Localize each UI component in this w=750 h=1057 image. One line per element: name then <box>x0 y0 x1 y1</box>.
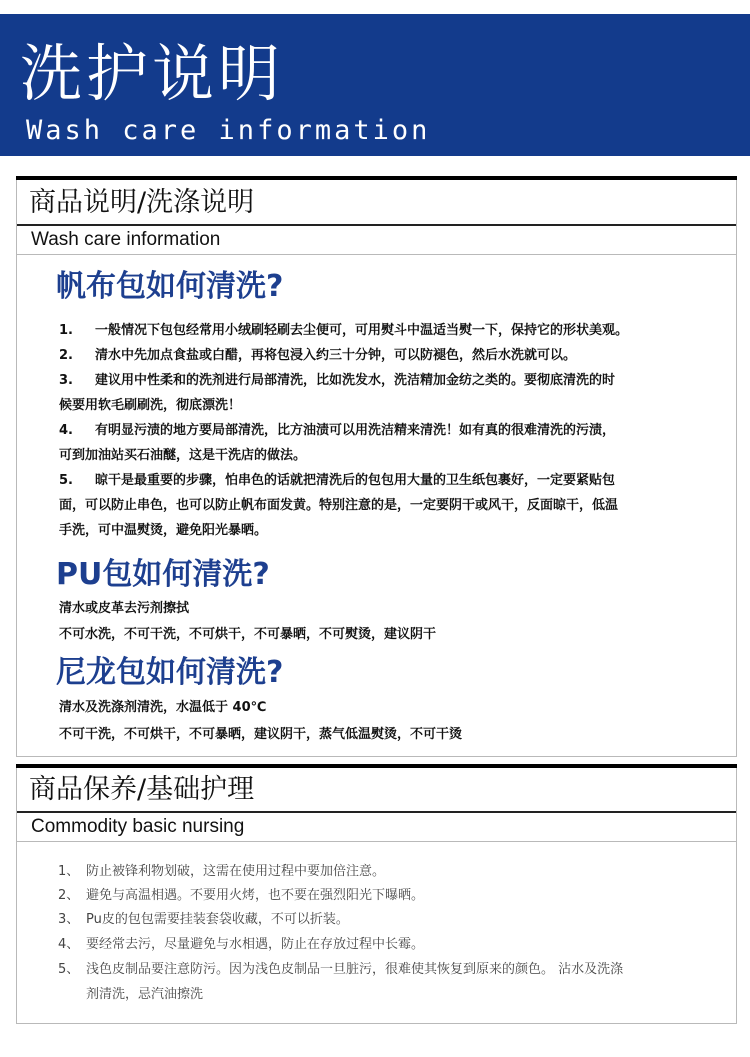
step-text-cont: 手洗，可中温熨烫，避免阳光暴晒。 <box>59 523 268 538</box>
canvas-step-4 <box>59 418 699 468</box>
step-text: 一般情况下包包经常用小绒刷轻刷去尘便可，可用熨斗中温适当熨一下，保持它的形状美观。 <box>95 323 629 338</box>
panel-top-rule <box>16 764 737 768</box>
item-number: 5、 <box>58 962 80 977</box>
step-text-cont: 候要用软毛刷刷洗，彻底漂洗！ <box>59 398 242 413</box>
item-text: 避免与高温相遇。不要用火烤，也不要在强烈阳光下曝晒。 <box>86 888 425 903</box>
nursing-item-5 <box>58 957 698 1007</box>
step-number: 2. <box>59 348 73 363</box>
section-divider <box>17 224 736 226</box>
item-text: 防止被锋利物划破，这需在使用过程中要加倍注意。 <box>86 864 386 879</box>
nylon-bag-title: 尼龙包如何清洗? <box>56 655 284 690</box>
step-number: 5. <box>59 473 73 488</box>
canvas-step-1 <box>59 318 699 343</box>
pu-bag-title: PU包如何清洗? <box>56 557 270 592</box>
step-text: 建议用中性柔和的洗剂进行局部清洗，比如洗发水，洗洁精加金纺之类的。要彻底清洗的时 <box>95 373 616 388</box>
item-text-cont: 剂清洗，忌汽油擦洗 <box>86 987 204 1002</box>
header-banner <box>0 14 750 156</box>
page-subtitle: Wash care information <box>26 115 431 146</box>
canvas-step-3 <box>59 368 699 418</box>
nylon-line-2: 不可干洗，不可烘干，不可暴晒，建议阴干，蒸气低温熨烫，不可干烫 <box>59 727 463 742</box>
step-text: 晾干是最重要的步骤，怕串色的话就把清洗后的包包用大量的卫生纸包裹好，一定要紧贴包 <box>95 473 616 488</box>
nylon-line-1: 清水及洗涤剂清洗，水温低于 40℃ <box>59 700 267 715</box>
nursing-item-1 <box>58 859 698 884</box>
canvas-step-2 <box>59 343 699 368</box>
step-text-cont: 面，可以防止串色，也可以防止帆布面发黄。特别注意的是，一定要阴干或风干，反面晾干，低温 <box>59 498 619 513</box>
canvas-bag-title: 帆布包如何清洗? <box>56 269 284 304</box>
pu-line-1: 清水或皮革去污剂擦拭 <box>59 601 190 616</box>
item-number: 1、 <box>58 864 80 879</box>
step-text-cont: 可到加油站买石油醚，这是干洗店的做法。 <box>59 448 307 463</box>
section-heading-en: Wash care information <box>31 229 221 250</box>
item-number: 2、 <box>58 888 80 903</box>
pu-line-2: 不可水洗，不可干洗，不可烘干，不可暴晒，不可熨烫，建议阴干 <box>59 627 437 642</box>
wash-instructions-panel <box>16 176 737 757</box>
item-text: 浅色皮制品要注意防污。因为浅色皮制品一旦脏污，很难使其恢复到原来的颜色。 沾水及洗涤 <box>86 962 624 977</box>
nursing-item-4 <box>58 932 698 957</box>
panel-top-rule <box>16 176 737 180</box>
step-text: 清水中先加点食盐或白醋，再将包浸入约三十分钟，可以防褪色，然后水洗就可以。 <box>95 348 577 363</box>
item-text: 要经常去污，尽量避免与水相遇，防止在存放过程中长霉。 <box>86 937 425 952</box>
item-number: 3、 <box>58 912 80 927</box>
section-heading-cn: 商品说明/洗涤说明 <box>29 187 255 218</box>
nursing-item-2 <box>58 883 698 908</box>
step-number: 4. <box>59 423 73 438</box>
item-number: 4、 <box>58 937 80 952</box>
basic-nursing-panel <box>16 764 737 1024</box>
item-text: Pu皮的包包需要挂装套袋收藏，不可以折装。 <box>86 912 349 927</box>
page-title: 洗护说明 <box>20 37 285 110</box>
section-heading-cn: 商品保养/基础护理 <box>29 774 255 805</box>
section-underline <box>17 841 736 842</box>
section-underline <box>17 254 736 255</box>
canvas-step-5 <box>59 468 699 543</box>
section-heading-en: Commodity basic nursing <box>31 816 245 837</box>
step-number: 3. <box>59 373 73 388</box>
section-divider <box>17 811 736 813</box>
step-text: 有明显污渍的地方要局部清洗，比方油渍可以用洗洁精来清洗！如有真的很难清洗的污渍， <box>95 423 616 438</box>
nursing-item-3 <box>58 907 698 932</box>
step-number: 1. <box>59 323 73 338</box>
